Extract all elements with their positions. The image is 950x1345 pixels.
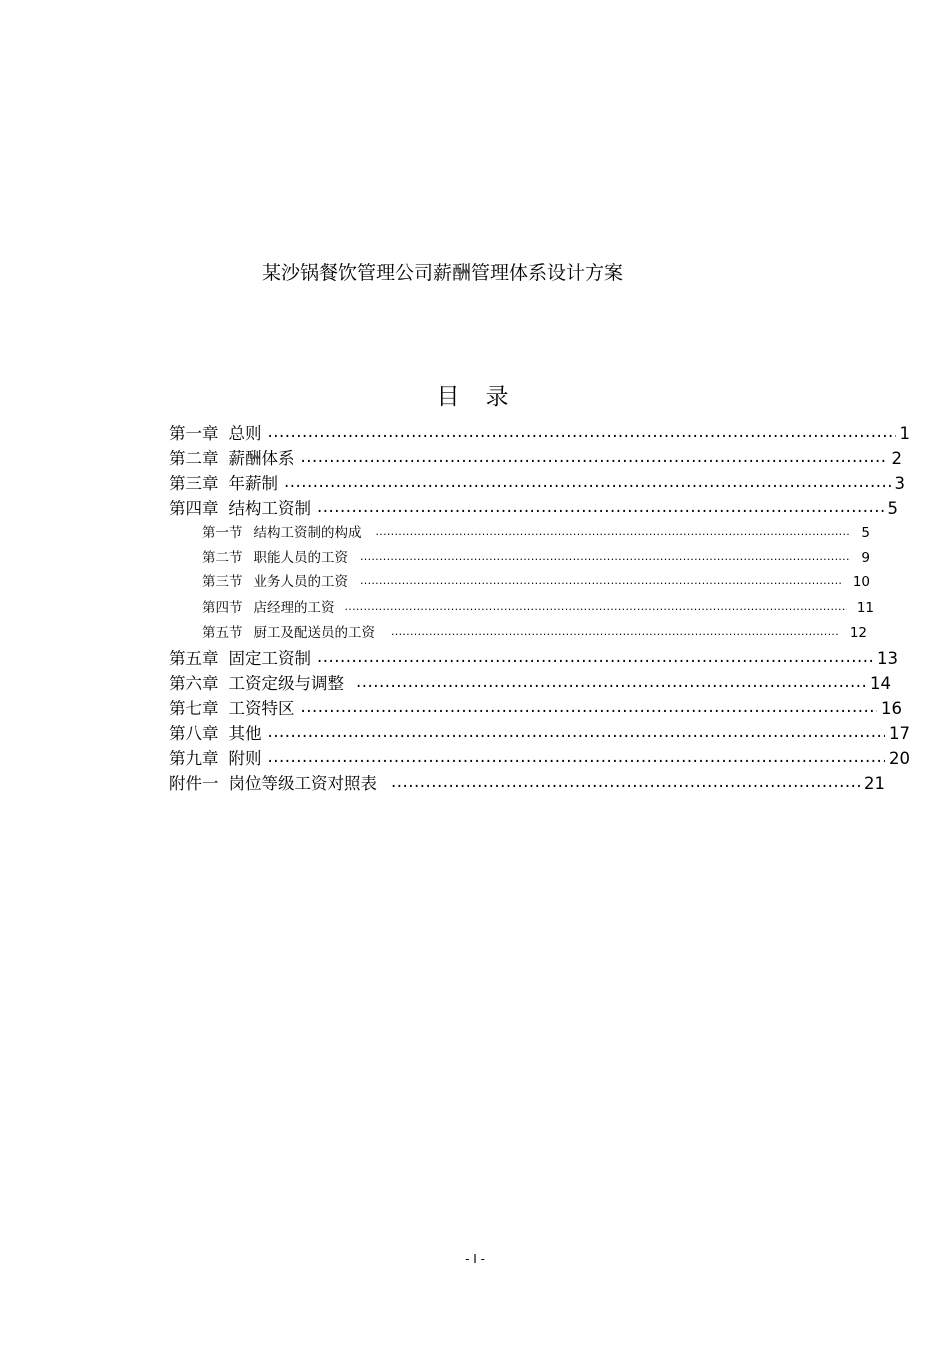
toc-leader-dots bbox=[268, 423, 896, 440]
toc-entry-number: 第一节 bbox=[202, 525, 243, 541]
toc-entry-label: 薪酬体系 bbox=[228, 449, 295, 468]
toc-entry-label: 固定工资制 bbox=[228, 649, 311, 668]
toc-entry-label: 业务人员的工资 bbox=[253, 574, 348, 590]
toc-leader-dots bbox=[345, 599, 847, 613]
toc-entry-label: 店经理的工资 bbox=[253, 600, 335, 616]
toc-entry-label: 结构工资制 bbox=[228, 499, 311, 518]
toc-entry-chapter-8[interactable] bbox=[169, 720, 910, 744]
toc-entry-number: 第七章 bbox=[169, 699, 219, 718]
toc-entry-page: 16 bbox=[881, 699, 902, 718]
toc-entry-label: 年薪制 bbox=[228, 474, 278, 493]
toc-heading: 目录 bbox=[436, 384, 535, 410]
toc-entry-label: 岗位等级工资对照表 bbox=[228, 774, 377, 793]
toc-entry-label: 工资定级与调整 bbox=[228, 674, 344, 693]
toc-entry-label: 厨工及配送员的工资 bbox=[253, 625, 375, 641]
toc-entry-number: 第六章 bbox=[169, 674, 219, 693]
toc-entry-page: 2 bbox=[891, 449, 902, 468]
toc-entry-page: 1 bbox=[899, 424, 910, 443]
toc-leader-dots bbox=[301, 448, 888, 465]
toc-entry-number: 第九章 bbox=[169, 749, 219, 768]
page-number-footer: - I - bbox=[465, 1252, 485, 1266]
toc-entry-chapter-7[interactable] bbox=[169, 695, 902, 719]
toc-leader-dots bbox=[360, 549, 851, 563]
toc-entry-label: 结构工资制的构成 bbox=[253, 525, 362, 541]
toc-entry-label: 工资特区 bbox=[228, 699, 295, 718]
toc-entry-number: 第四节 bbox=[202, 600, 243, 616]
toc-entry-page: 20 bbox=[889, 749, 910, 768]
toc-entry-label: 职能人员的工资 bbox=[253, 550, 348, 566]
toc-entry-page: 5 bbox=[887, 499, 898, 518]
toc-entry-number: 附件一 bbox=[169, 774, 219, 793]
toc-entry-chapter-2[interactable] bbox=[169, 445, 902, 469]
toc-entry-page: 9 bbox=[861, 550, 870, 566]
toc-leader-dots bbox=[360, 573, 843, 587]
toc-entry-page: 11 bbox=[856, 600, 874, 616]
toc-entry-page: 3 bbox=[894, 474, 905, 493]
toc-leader-dots bbox=[317, 498, 884, 515]
toc-entry-label: 附则 bbox=[228, 749, 262, 768]
toc-entry-number: 第二章 bbox=[169, 449, 219, 468]
toc-entry-page: 12 bbox=[849, 625, 867, 641]
toc-leader-dots bbox=[391, 624, 840, 638]
toc-leader-dots bbox=[317, 648, 873, 665]
toc-entry-number: 第三节 bbox=[202, 574, 243, 590]
toc-entry-page: 13 bbox=[877, 649, 898, 668]
toc-entry-page: 14 bbox=[870, 674, 891, 693]
toc-entry-number: 第四章 bbox=[169, 499, 219, 518]
toc-entry-chapter-4[interactable] bbox=[169, 495, 898, 519]
toc-leader-dots bbox=[376, 524, 852, 538]
toc-entry-section-5[interactable] bbox=[202, 621, 867, 641]
toc-entry-number: 第三章 bbox=[169, 474, 219, 493]
toc-leader-dots bbox=[268, 748, 886, 765]
toc-entry-number: 第二节 bbox=[202, 550, 243, 566]
toc-leader-dots bbox=[301, 698, 878, 715]
toc-entry-chapter-9[interactable] bbox=[169, 745, 910, 769]
toc-entry-page: 5 bbox=[861, 525, 870, 541]
toc-leader-dots bbox=[356, 673, 866, 690]
document-title: 某沙锅餐饮管理公司薪酬管理体系设计方案 bbox=[262, 262, 624, 284]
toc-entry-label: 其他 bbox=[228, 724, 262, 743]
toc-entry-number: 第八章 bbox=[169, 724, 219, 743]
toc-entry-number: 第五章 bbox=[169, 649, 219, 668]
toc-entry-section-3[interactable] bbox=[202, 570, 870, 590]
toc-entry-section-1[interactable] bbox=[202, 521, 870, 541]
toc-entry-section-4[interactable] bbox=[202, 596, 874, 616]
toc-entry-label: 总则 bbox=[228, 424, 262, 443]
toc-entry-chapter-3[interactable] bbox=[169, 470, 905, 494]
toc-entry-number: 第一章 bbox=[169, 424, 219, 443]
toc-entry-chapter-6[interactable] bbox=[169, 670, 891, 694]
toc-entry-page: 21 bbox=[864, 774, 885, 793]
toc-leader-dots bbox=[391, 773, 860, 790]
toc-leader-dots bbox=[284, 473, 891, 490]
toc-leader-dots bbox=[268, 723, 886, 740]
toc-entry-chapter-1[interactable] bbox=[169, 420, 910, 444]
toc-entry-appendix-1[interactable] bbox=[169, 770, 885, 794]
toc-entry-number: 第五节 bbox=[202, 625, 243, 641]
toc-entry-page: 10 bbox=[852, 574, 870, 590]
toc-entry-page: 17 bbox=[889, 724, 910, 743]
toc-entry-chapter-5[interactable] bbox=[169, 645, 898, 669]
toc-entry-section-2[interactable] bbox=[202, 546, 870, 566]
